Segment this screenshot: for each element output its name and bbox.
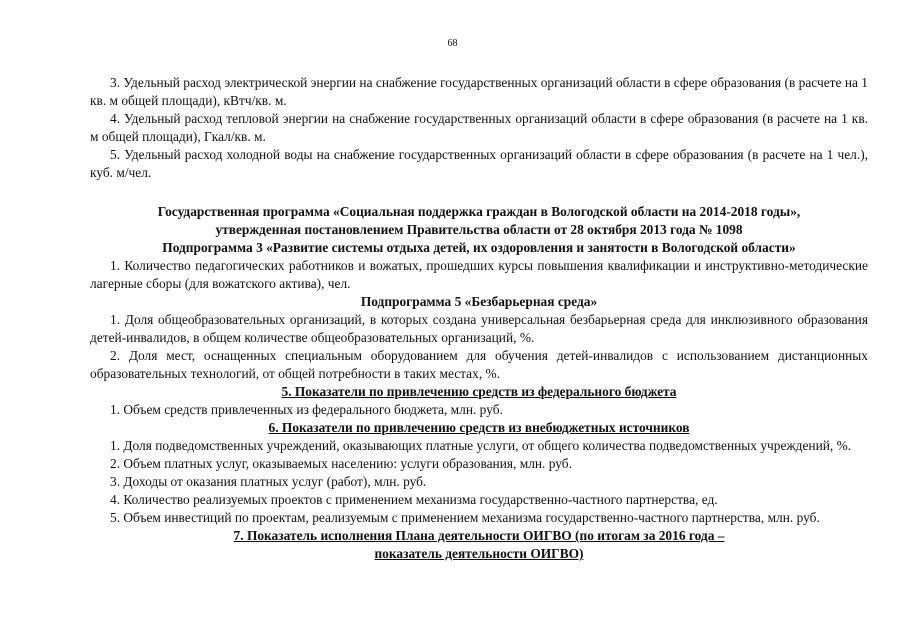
section6-item-3: 3. Доходы от оказания платных услуг (работ), млн. руб. (110, 474, 427, 489)
intro-item-5: 5. Удельный расход холодной воды на снабжение государственных организаций области в сфере образования (в расчете на 1 чел.), куб. м/чел. (90, 147, 868, 180)
section6-item-4: 4. Количество реализуемых проектов с применением механизма государственно-частного партнерства, ед. (110, 492, 718, 507)
program-title-line1: Государственная программа «Социальная поддержка граждан в Вологодской области на 2014-2018 годы», (157, 204, 801, 219)
subprogram5-item-1: 1. Доля общеобразовательных организаций, в которых создана универсальная безбарьерная среда для инклюзивного образования детей-инвалидов, в общем количестве общеобразовательных организаций, %. (90, 312, 868, 345)
section6-title: 6. Показатели по привлечению средств из внебюджетных источников (268, 420, 690, 435)
subprogram3-title: Подпрограмма 3 «Развитие системы отдыха детей, их оздоровления и занятости в Вологодской области» (162, 240, 796, 255)
document-body (90, 74, 868, 563)
section7-title-line2: показатель деятельности ОИГВО) (374, 546, 584, 561)
section5-item-1: 1. Объем средств привлеченных из федерального бюджета, млн. руб. (110, 402, 503, 417)
subprogram3-item-1: 1. Количество педагогических работников и вожатых, прошедших курсы повышения квалификации и инструктивно-методические лагерные сборы (для вожатского актива), чел. (90, 258, 868, 291)
intro-item-4: 4. Удельный расход тепловой энергии на снабжение государственных организаций области в сфере образования (в расчете на 1 кв. м общей площади), Гкал/кв. м. (90, 111, 868, 144)
section5-title: 5. Показатели по привлечению средств из федерального бюджета (281, 384, 677, 399)
intro-item-3: 3. Удельный расход электрической энергии на снабжение государственных организаций области в сфере образования (в расчете на 1 кв. м общей площади), кВтч/кв. м. (90, 75, 868, 108)
section6-item-5: 5. Объем инвестиций по проектам, реализуемым с применением механизма государственно-частного партнерства, млн. руб. (110, 510, 820, 525)
section6-item-1: 1. Доля подведомственных учреждений, оказывающих платные услуги, от общего количества подведомственных учреждений, %. (110, 438, 852, 453)
subprogram5-title: Подпрограмма 5 «Безбарьерная среда» (360, 294, 598, 309)
subprogram5-item-2: 2. Доля мест, оснащенных специальным оборудованием для обучения детей-инвалидов с использованием дистанционных образовательных технологий, от общей потребности в таких местах, %. (90, 348, 868, 381)
section7-title-line1: 7. Показатель исполнения Плана деятельности ОИГВО (по итогам за 2016 года – (233, 528, 725, 543)
page-number: 68 (447, 38, 458, 49)
section6-item-2: 2. Объем платных услуг, оказываемых населению: услуги образования, млн. руб. (110, 456, 572, 471)
program-title-line2: утвержденная постановлением Правительства области от 28 октября 2013 года № 1098 (215, 222, 743, 237)
